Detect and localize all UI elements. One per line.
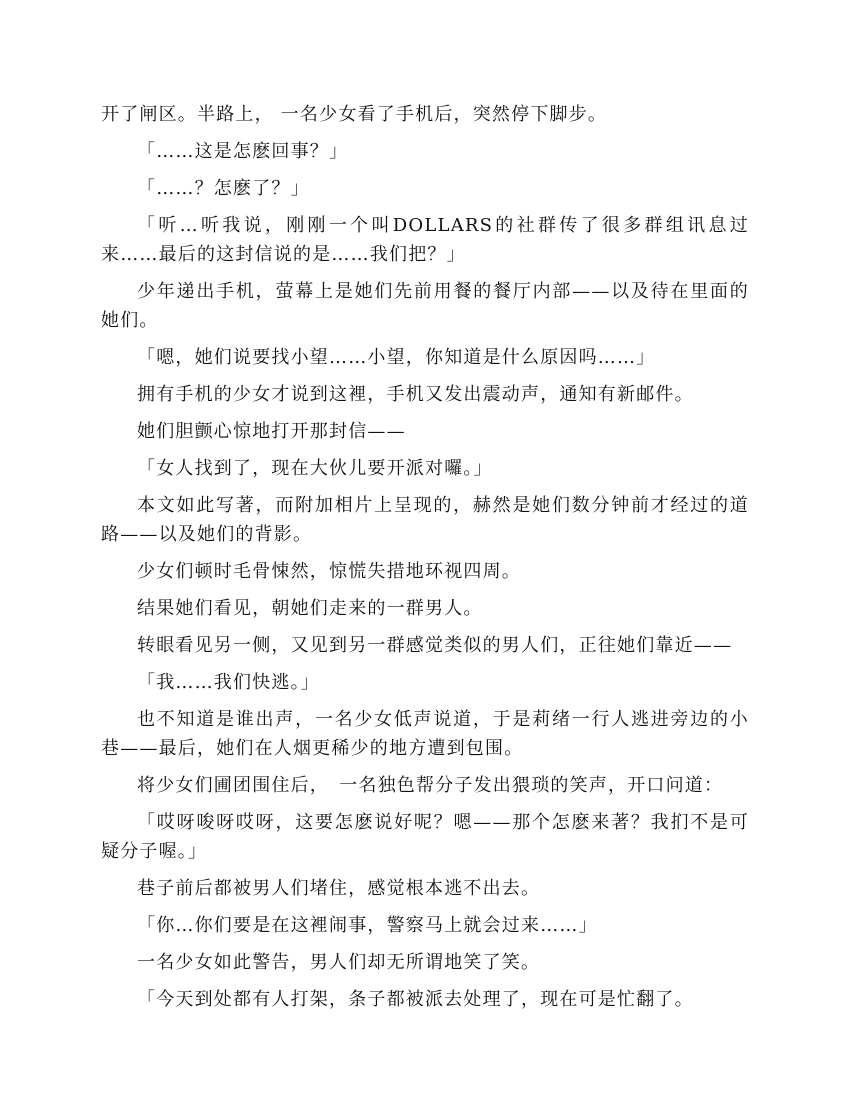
paragraph: 「嗯，她们说要找小望……小望，你知道是什么原因吗……」: [137, 347, 656, 368]
paragraph: 拥有手机的少女才说到这裡，手机又发出震动声，通知有新邮件。: [137, 384, 694, 405]
paragraph: 本文如此写著，而附加相片上呈现的，赫然是她们数分钟前才经过的道路——以及她们的背影。: [101, 495, 749, 545]
document-page: [101, 100, 749, 1022]
paragraph: 「我……我们快逃。」: [137, 672, 320, 693]
paragraph: 转眼看见另一侧，又见到另一群感觉类似的男人们，正往她们靠近——: [137, 635, 733, 656]
paragraph: 「你…你们要是在这裡闹事，警察马上就会过来……」: [137, 915, 598, 936]
paragraph: 一名少女如此警告，男人们却无所谓地笑了笑。: [137, 952, 541, 973]
paragraph: 巷子前后都被男人们堵住，感觉根本逃不出去。: [137, 878, 541, 899]
paragraph: 结果她们看见，朝她们走来的一群男人。: [137, 598, 483, 619]
paragraph: 「听…听我说，刚刚一个叫DOLLARS的社群传了很多群组讯息过来……最后的这封信说的是……我们把？」: [101, 215, 749, 265]
paragraph: 开了闸区。半路上， 一名少女看了手机后，突然停下脚步。: [101, 104, 608, 125]
paragraph: 「……这是怎麽回事？」: [137, 141, 349, 162]
paragraph: 「今天到处都有人打架，条子都被派去处理了，现在可是忙翻了。: [137, 989, 694, 1010]
paragraph: 「女人找到了，现在大伙儿要开派对囉。」: [137, 458, 493, 479]
paragraph: 「……？怎麽了？」: [137, 178, 310, 199]
paragraph: 「哎呀唆呀哎呀，这要怎麽说好呢？嗯——那个怎麽来著？我扪不是可疑分子喔。」: [101, 812, 749, 862]
paragraph: 她们胆颤心惊地打开那封信——: [137, 421, 406, 442]
paragraph: 也不知道是谁出声，一名少女低声说道，于是莉绪一行人逃进旁边的小巷——最后，她们在人烟更稀少的地方遭到包围。: [101, 709, 749, 759]
paragraph: 少女们顿时毛骨悚然，惊慌失措地环视四周。: [137, 561, 521, 582]
paragraph: 少年递出手机，萤幕上是她们先前用餐的餐厅内部——以及待在里面的她们。: [101, 281, 749, 331]
paragraph: 将少女们圃团围住后， 一名独色帮分子发出猥琐的笑声，开口问道：: [137, 775, 724, 796]
